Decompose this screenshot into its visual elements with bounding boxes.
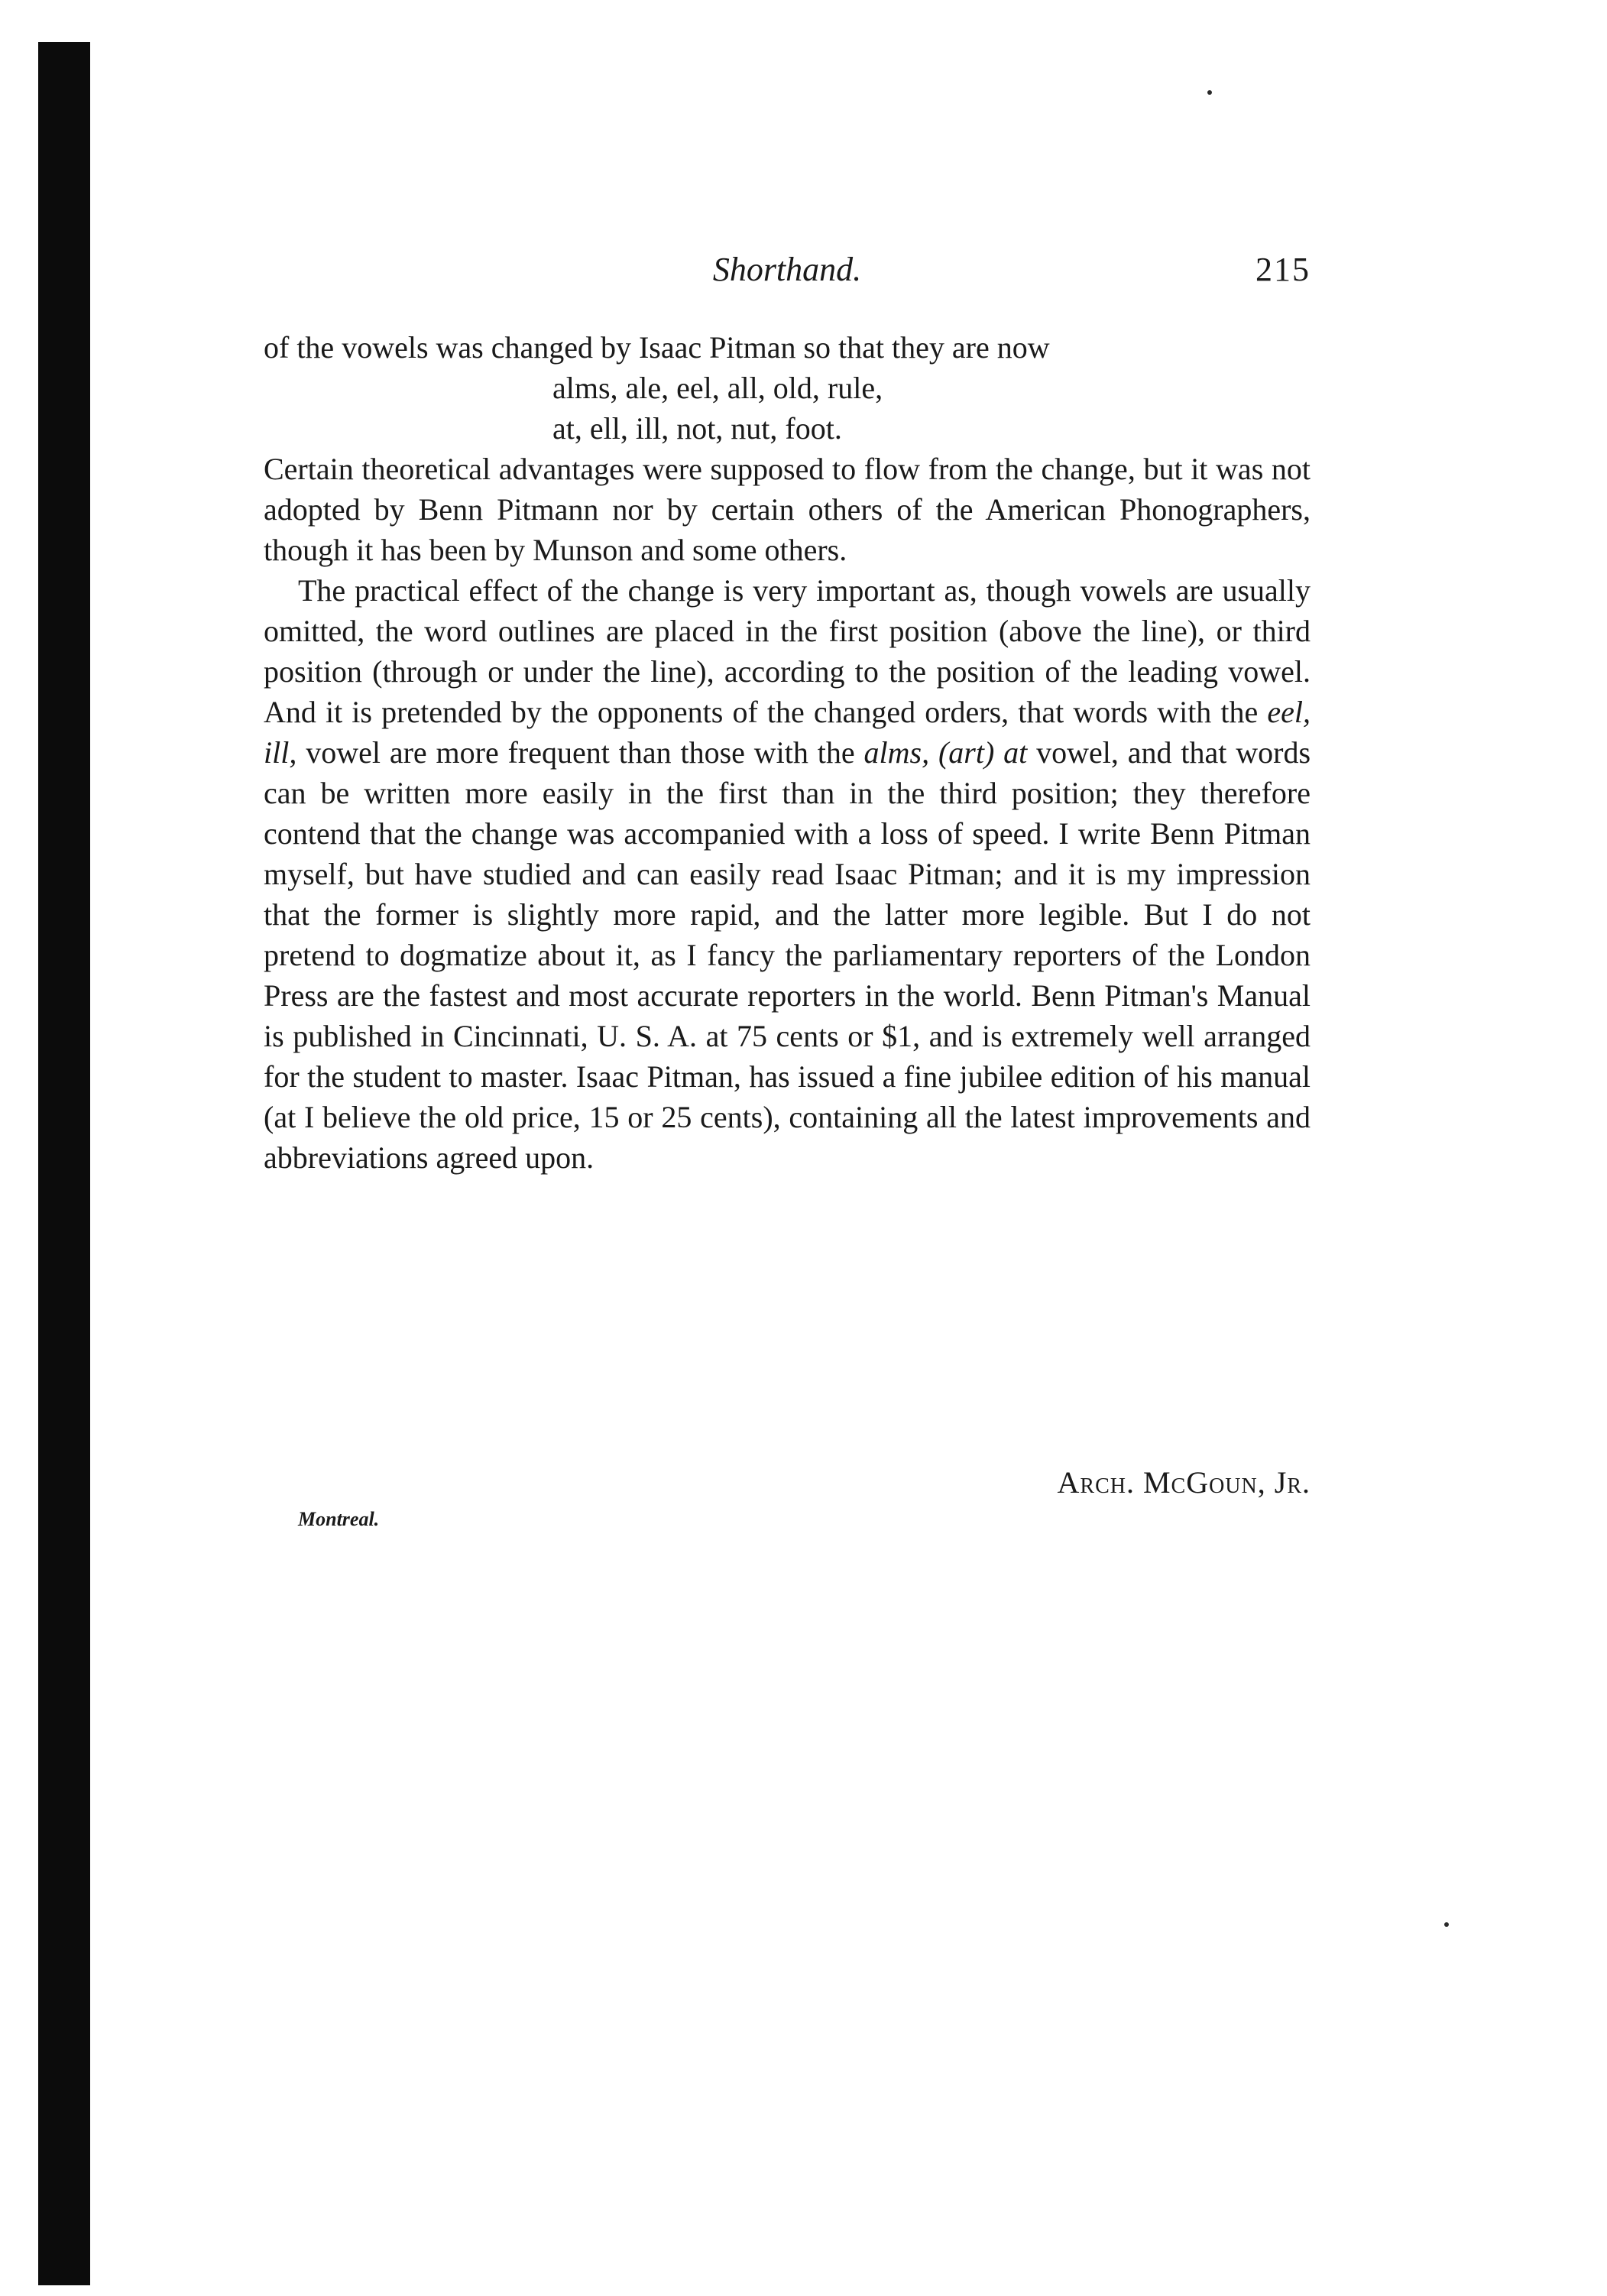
paragraph-text: vowel are more frequent than those with the bbox=[296, 735, 864, 770]
print-speck bbox=[1207, 90, 1212, 95]
running-title: Shorthand. bbox=[712, 251, 862, 288]
author-signature: Arch. McGoun, Jr. bbox=[1057, 1465, 1311, 1500]
lead-line: of the vowels was changed by Isaac Pitman so that they are now bbox=[264, 330, 1050, 365]
paragraph bbox=[264, 570, 1311, 1178]
paragraph: Certain theoretical advantages were supposed to flow from the change, but it was not adopted by Benn Pitmann nor by certain others of the American Phonographers, though it has been by Munson and some others. bbox=[264, 452, 1311, 567]
italic-vowel-example: eel, ill, bbox=[264, 695, 1311, 770]
page-number: 215 bbox=[1255, 251, 1311, 288]
paragraph-text: vowel, and that words can be written more easily in the first than in the third position; they therefore contend that the change was accompanied with a loss of speed. I write Benn Pitman myself, but have studied and can easily read Isaac Pitman; and it is my impression that the former is slightly more rapid, and the latter more legible. But I do not pretend to dogmatize about it, as I fancy the parliamentary reporters of the London Press are the fastest and most accurate reporters in the world. Benn Pitman's Manual is published in Cincinnati, U. S. A. at 75 cents or $1, and is extremely well arranged for the student to master. Isaac Pitman, has issued a fine jubilee edition of his manual (at I believe the old price, 15 or 25 cents), containing all the latest improvements and abbreviations agreed upon. bbox=[264, 735, 1311, 1175]
print-speck bbox=[1444, 1922, 1449, 1927]
running-header bbox=[264, 243, 1311, 297]
place-line: Montreal. bbox=[298, 1508, 380, 1530]
italic-vowel-example: alms, (art) at bbox=[863, 735, 1028, 770]
paragraph-text: The practical effect of the change is very important as, though vowels are usually omitted, the word outlines are placed in the first position (above the line), or third position (through or under the line), according to the position of the leading vowel. And it is pretended by the opponents of the changed orders, that words with the bbox=[264, 573, 1311, 729]
vowel-list-line: at, ell, ill, not, nut, foot. bbox=[552, 411, 842, 446]
body-text bbox=[264, 327, 1311, 1178]
vowel-list-line: alms, ale, eel, all, old, rule, bbox=[552, 371, 883, 405]
binding-edge bbox=[38, 42, 90, 2285]
